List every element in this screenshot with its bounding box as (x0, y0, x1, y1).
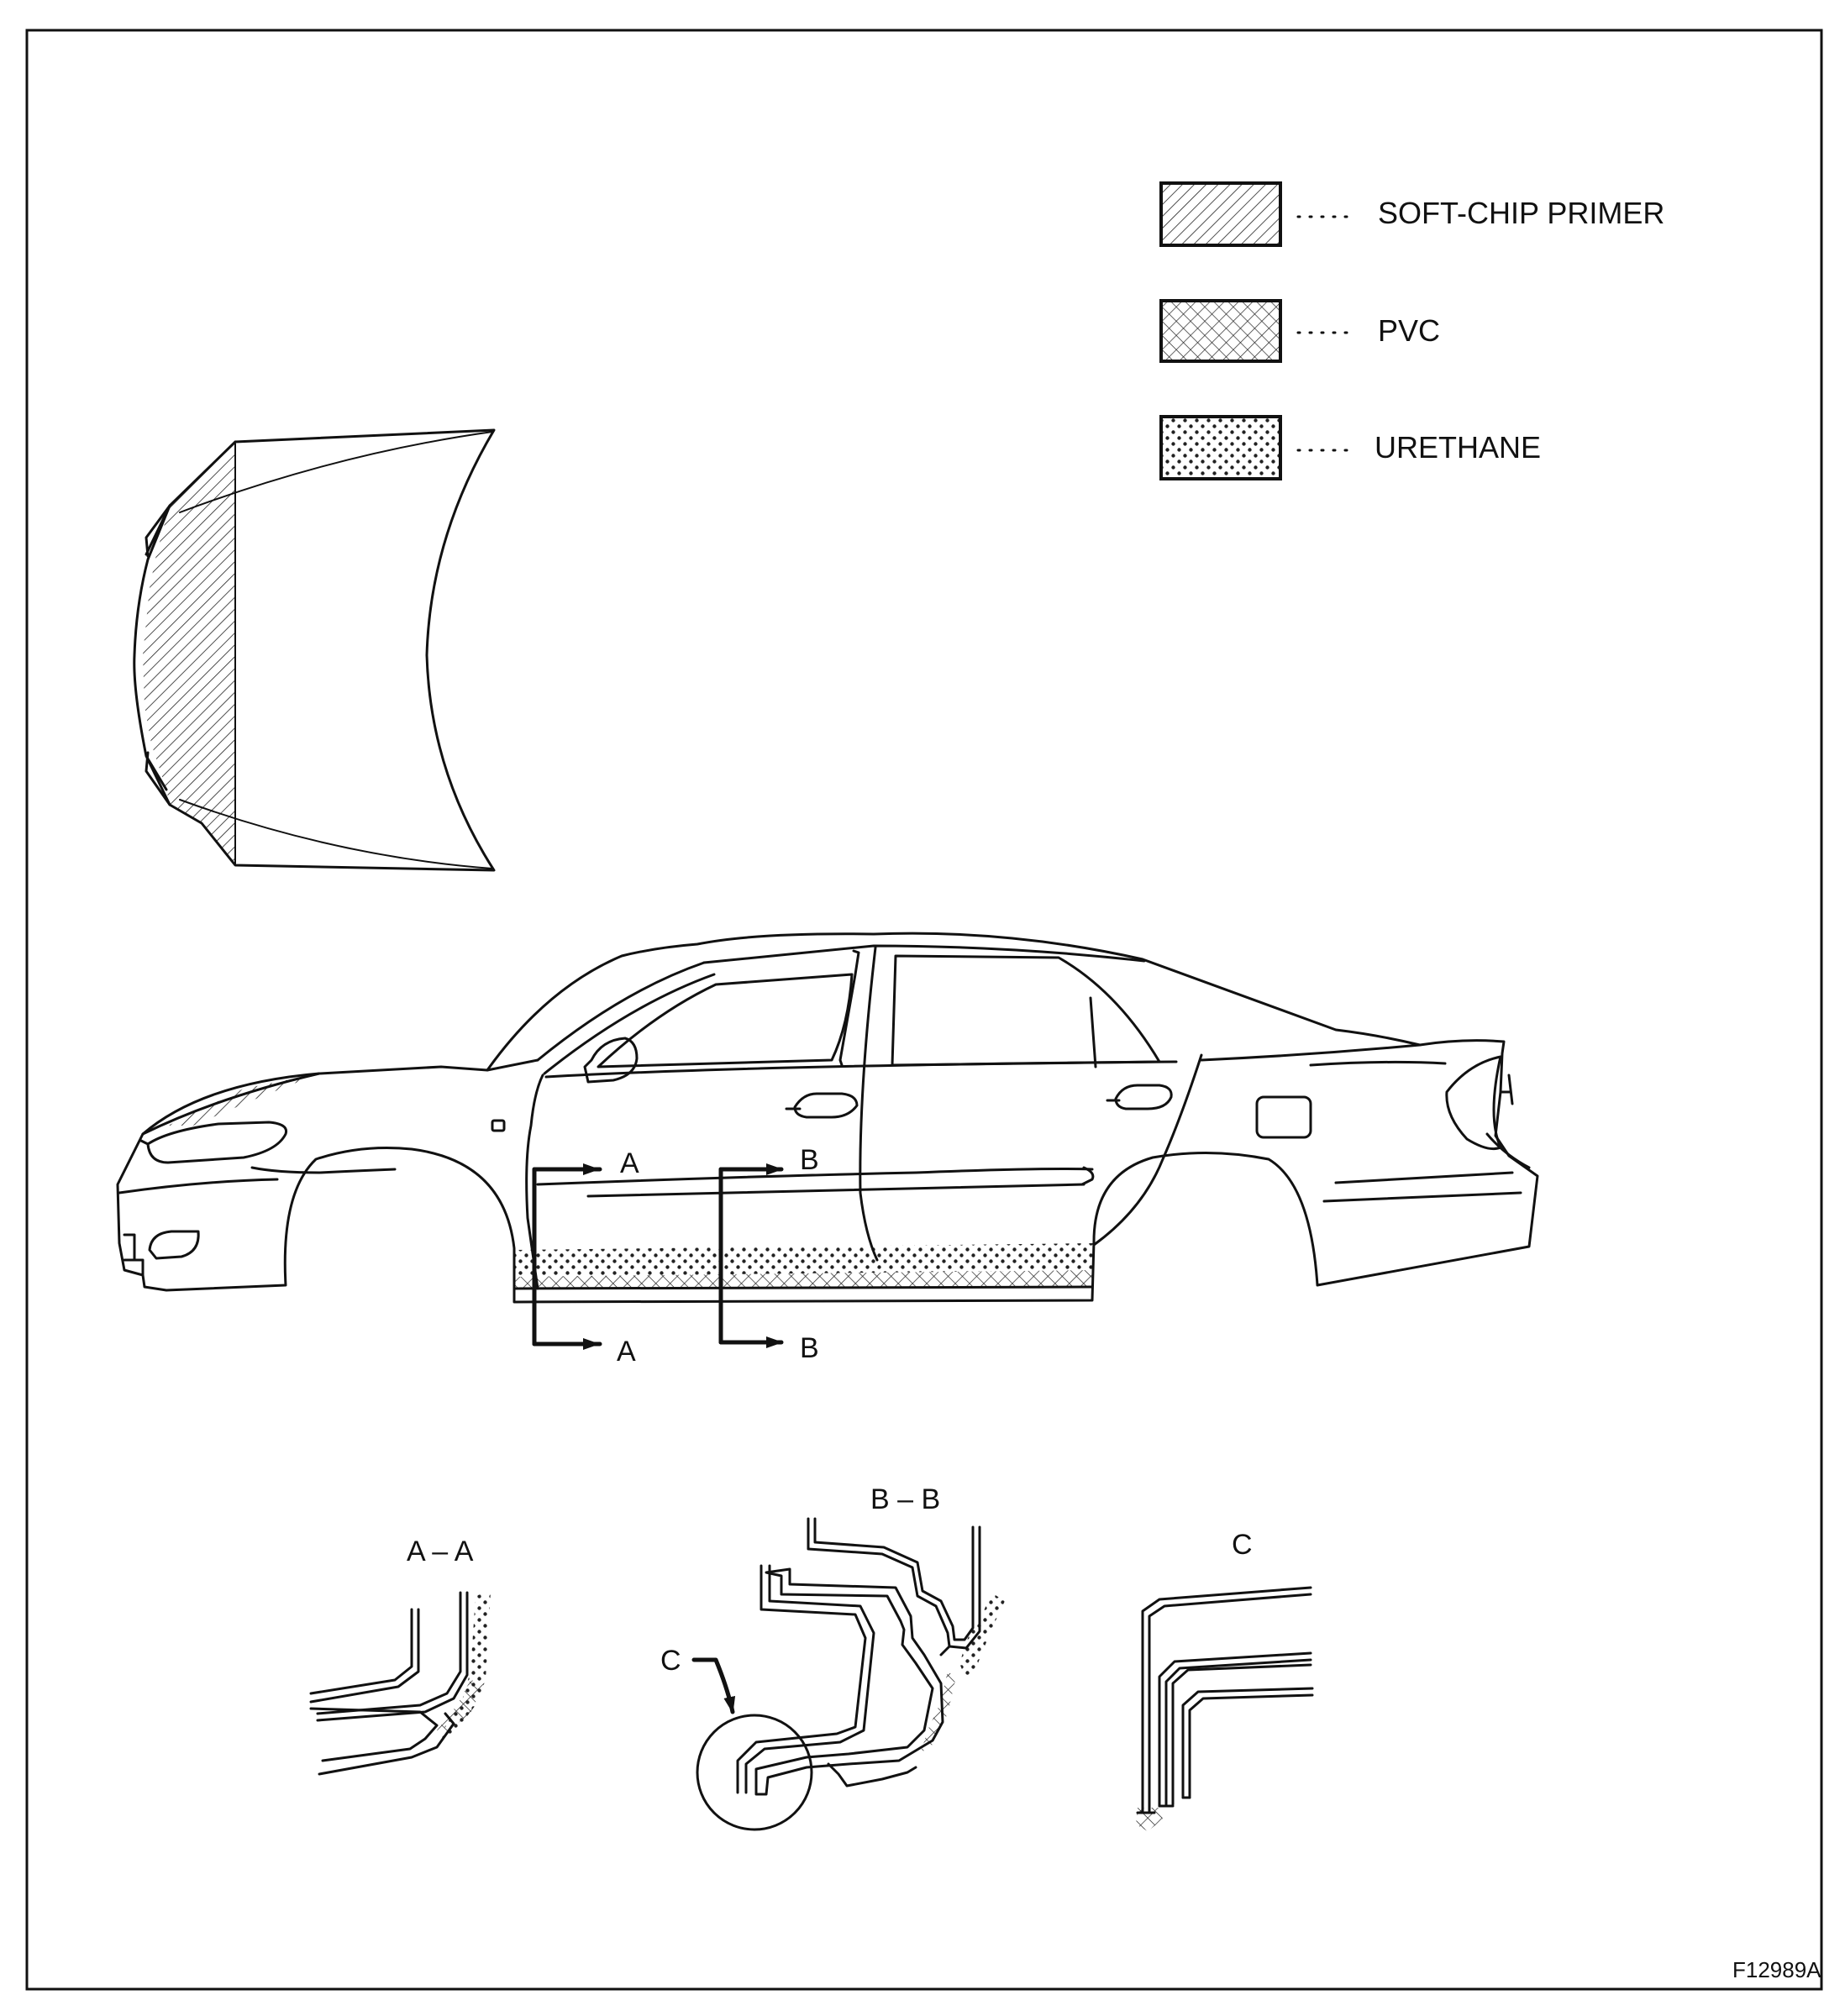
legend-label-urethane: URETHANE (1375, 430, 1542, 465)
section-a-top-label: A (620, 1147, 639, 1179)
section-b-top-label: B (800, 1144, 819, 1176)
legend-label-soft-chip-primer: SOFT-CHIP PRIMER (1378, 196, 1665, 230)
detail-c (1136, 1529, 1312, 1831)
section-aa-title: A – A (407, 1536, 474, 1567)
section-bb-pvc (921, 1672, 956, 1752)
section-aa-detail (311, 1536, 491, 1774)
legend-item-soft-chip-primer (1161, 183, 1664, 245)
car-side-view (118, 933, 1538, 1302)
detail-c-callout-label: C (660, 1645, 681, 1677)
detail-c-callout-circle (697, 1715, 812, 1830)
rear-door-handle (1116, 1085, 1171, 1109)
figure-id: F12989A (1732, 1957, 1821, 1982)
rear-door-window (892, 956, 1159, 1065)
pvc-swatch (1161, 301, 1280, 361)
section-a-bottom-label: A (617, 1336, 636, 1368)
page-frame (27, 30, 1821, 1989)
legend-item-pvc (1161, 301, 1440, 361)
hood-illustration (134, 430, 494, 870)
headlamp (148, 1122, 286, 1163)
front-soft-chip-area (168, 1074, 319, 1126)
section-bb-title: B – B (870, 1483, 941, 1515)
fog-lamp (150, 1231, 198, 1258)
hood-soft-chip-area (143, 442, 235, 865)
side-marker (492, 1121, 504, 1131)
fuel-door (1257, 1097, 1311, 1137)
urethane-swatch (1161, 417, 1280, 479)
legend-item-urethane (1161, 417, 1541, 479)
section-bb-detail (660, 1483, 1005, 1830)
detail-c-title: C (1232, 1529, 1253, 1561)
tail-lamp (1447, 1057, 1501, 1149)
legend (1161, 183, 1664, 479)
legend-label-pvc: PVC (1378, 313, 1441, 348)
front-door-handle (795, 1094, 857, 1117)
soft-chip-primer-swatch (1161, 183, 1280, 245)
section-b-bottom-label: B (800, 1332, 819, 1364)
detail-c-callout-leader (694, 1660, 733, 1712)
